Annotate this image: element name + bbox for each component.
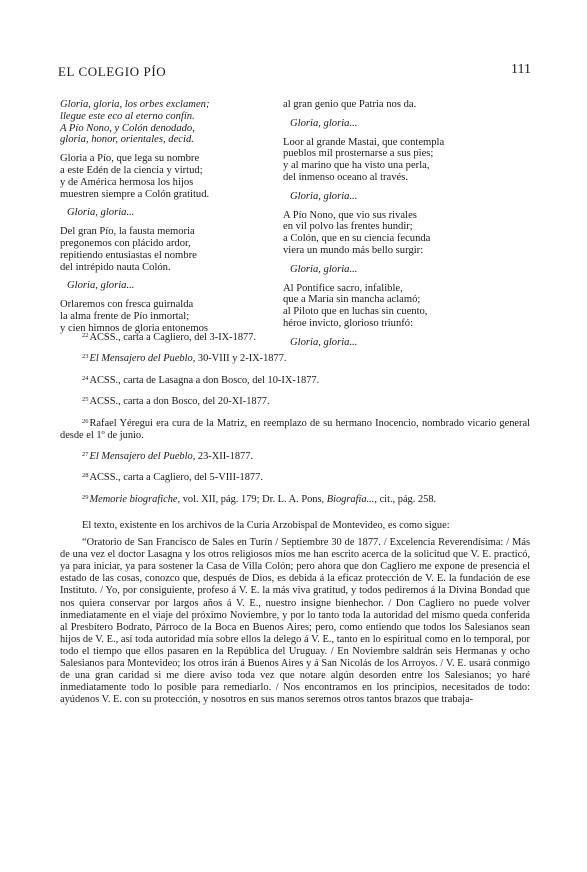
footnote-number: 26 <box>82 417 89 425</box>
verse-line: que a María sin mancha aclamó; <box>283 294 421 306</box>
footnote-text: ACSS., carta a don Bosco, del 20-XI-1877. <box>89 396 270 408</box>
footnote-25 <box>60 394 530 408</box>
footnote-title: Memorie biografiche, <box>89 493 181 505</box>
hymn-refrain: Gloria, gloria... <box>290 336 358 348</box>
verse-line: del inmenso oceano al través. <box>283 171 409 183</box>
hymn-stanza <box>283 137 531 184</box>
verse-line: Gloria, gloria, los orbes exclamen; <box>60 99 210 110</box>
footnote-title: El Mensajero del Pueblo, <box>89 450 196 462</box>
hymn-left-column <box>60 99 272 342</box>
footnote-text-mid: vol. XII, pág. 179; Dr. L. A. Pons, <box>180 493 327 505</box>
hymn-stanza <box>60 226 272 273</box>
hymn-refrain: Gloria, gloria... <box>290 190 358 202</box>
footnote-title-2: Biografía..., <box>326 493 377 505</box>
running-head <box>58 64 531 80</box>
footnote-text: 23-XII-1877. <box>195 450 254 462</box>
verse-line: repitiendo entusiastas el nombre <box>60 249 197 261</box>
verse-line: llegue este eco al eterno confín. <box>60 110 195 122</box>
footnote-title: El Mensajero del Pueblo, <box>89 353 196 365</box>
footnote-26 <box>60 416 530 442</box>
verse-line: a Colón, que en su ciencia fecunda <box>283 233 431 245</box>
running-head-title <box>58 64 166 80</box>
hymn-chorus-stanza <box>60 99 272 146</box>
verse-line: del intrépido nauta Colón. <box>60 261 171 273</box>
verse-line: a este Edén de la ciencia y virtud; <box>60 164 203 176</box>
verse-line: Loor al grande Mastai, que contempla <box>283 136 445 148</box>
hymn-refrain: Gloria, gloria... <box>67 280 135 292</box>
verse-line: pueblos mil prosternarse a sus pies; <box>283 148 434 160</box>
hymn-right-column <box>283 99 531 356</box>
verse-line: Orlaremos con fresca guirnalda <box>60 299 194 311</box>
verse-line: Gloria a Pío, que lega su nombre <box>60 153 200 165</box>
verse-line: gloria, honor, orientales, decid. <box>60 134 194 146</box>
footnote-22 <box>60 330 530 344</box>
verse-line: muestren siempre a Colón gratitud. <box>60 188 210 200</box>
verse-line: en vil polvo las frentes hundir; <box>283 221 413 233</box>
hymn-stanza <box>283 283 531 330</box>
footnote-24 <box>60 373 530 387</box>
footnote-text: Rafael Yéregui era cura de la Matriz, en reemplazo de su hermano Inocencio, nombrado vicario general desde el 1º de junio. <box>60 417 530 441</box>
hymn-refrain: Gloria, gloria... <box>67 207 135 219</box>
verse-line: A Pío Nono, y Colón denodado, <box>60 122 195 134</box>
verse-line: y cien himnos de gloria entonemos <box>60 322 208 334</box>
running-head-title-text: EL COLEGIO PÍO <box>58 64 167 79</box>
footnote-number: 22 <box>82 332 89 339</box>
hymn-stanza <box>60 153 272 200</box>
footnote-text: 30-VIII y 2-IX-1877. <box>195 353 287 365</box>
verse-line: al Piloto que en luchas sin cuento, <box>283 306 428 318</box>
verse-line: héroe invicto, glorioso triunfó: <box>283 317 414 329</box>
paragraph-letter: “Oratorio de San Francisco de Sales en Turín / Septiembre 30 de 1877. / Excelencia Reverendísima: / Más de una vez el doctor Lasagna y los otros religiosos míos me han escrito acerca de la solicitud que V. E. practicó, ya para iniciar, ya para sostener la Casa de Villa Colón; pero ahora que don Cagliero me expone de presencia el estado de las cosas, conozco que, después de Dios, es debida á la eficaz protección de V. E. la fundación de ese Instituto. / Yo, por consiguiente, profeso á V. E. la más viva gratitud, y todos pediremos á la Divina Bondad que nos quiera conservar por largos años á V. E., nuestro insigne bienhechor. / Don Cagliero no puede volver inmediatamente en el viaje del próximo Noviembre, y por lo tanto toda la autoridad del mismo queda conferida al Presbítero Bodrato, Párroco de la Boca en Buenos Aires; pero, como entiendo que todos los Salesianos sean hijos de V. E., así toda autoridad mía sobre ellos la delego á V. E., tanto en lo espiritual como en lo temporal, por todo el tiempo que ellos pasaren en la República del Uruguay. / En Noviembre saldrán seis Hermanas y ocho Salesianos para Montevideo; los otros irán á Buenos Aires y á San Nicolás de los Arroyos. / V. E. usará conmigo de una gran caridad si me diere aviso toda vez que notare algún desorden entre los Salesianos; yo haré inmediatamente todo lo posible para remediarlo. / Nos encontramos en los principios, necesitados de todo: ayúdenos V. E. con su protección, y nosotros en sus manos seremos otros tantos brazos que trabaja- <box>60 537 530 706</box>
footnote-text: ACSS., carta a Cagliero, del 5-VIII-1877. <box>89 472 263 484</box>
verse-line: A Pío Nono, que vio sus rivales <box>283 209 417 221</box>
hymn-stanza <box>283 99 531 111</box>
verse-line: y de América hermosa los hijos <box>60 176 194 188</box>
verse-line: Del gran Pío, la fausta memoria <box>60 226 195 238</box>
page-number: 111 <box>511 62 531 77</box>
footnote-text: ACSS., carta de Lasagna a don Bosco, del 10-IX-1877. <box>89 374 320 386</box>
footnote-text: cit., pág. 258. <box>376 493 437 505</box>
footnote-number: 24 <box>82 374 89 382</box>
hymn-stanza <box>283 210 531 257</box>
hymn-refrain: Gloria, gloria... <box>290 117 358 129</box>
verse-line: pregonemos con plácido ardor, <box>60 237 191 249</box>
verse-line: al gran genio que Patria nos da. <box>283 99 417 110</box>
paragraph-intro: El texto, existente en los archivos de la Curia Arzobispal de Montevideo, es como sigue: <box>82 520 450 531</box>
footnote-text: ACSS., carta a Cagliero, del 3-IX-1877. <box>89 332 256 343</box>
footnote-23 <box>60 351 530 365</box>
footnote-28 <box>60 470 530 484</box>
hymn-refrain: Gloria, gloria... <box>290 263 358 275</box>
footnote-number: 25 <box>82 396 89 404</box>
footnote-number: 23 <box>82 353 89 361</box>
footnote-number: 27 <box>82 450 89 458</box>
verse-line: la alma frente de Pío inmortal; <box>60 310 190 322</box>
footnotes <box>60 330 530 513</box>
body-text <box>60 520 530 711</box>
verse-line: Al Pontífice sacro, infalible, <box>283 282 403 294</box>
verse-line: viera un mundo más bello surgir: <box>283 244 424 256</box>
verse-line: y al marino que ha visto una perla, <box>283 160 430 172</box>
footnote-number: 29 <box>82 493 89 501</box>
footnote-29 <box>60 492 530 506</box>
footnote-27 <box>60 449 530 463</box>
footnote-number: 28 <box>82 472 89 480</box>
